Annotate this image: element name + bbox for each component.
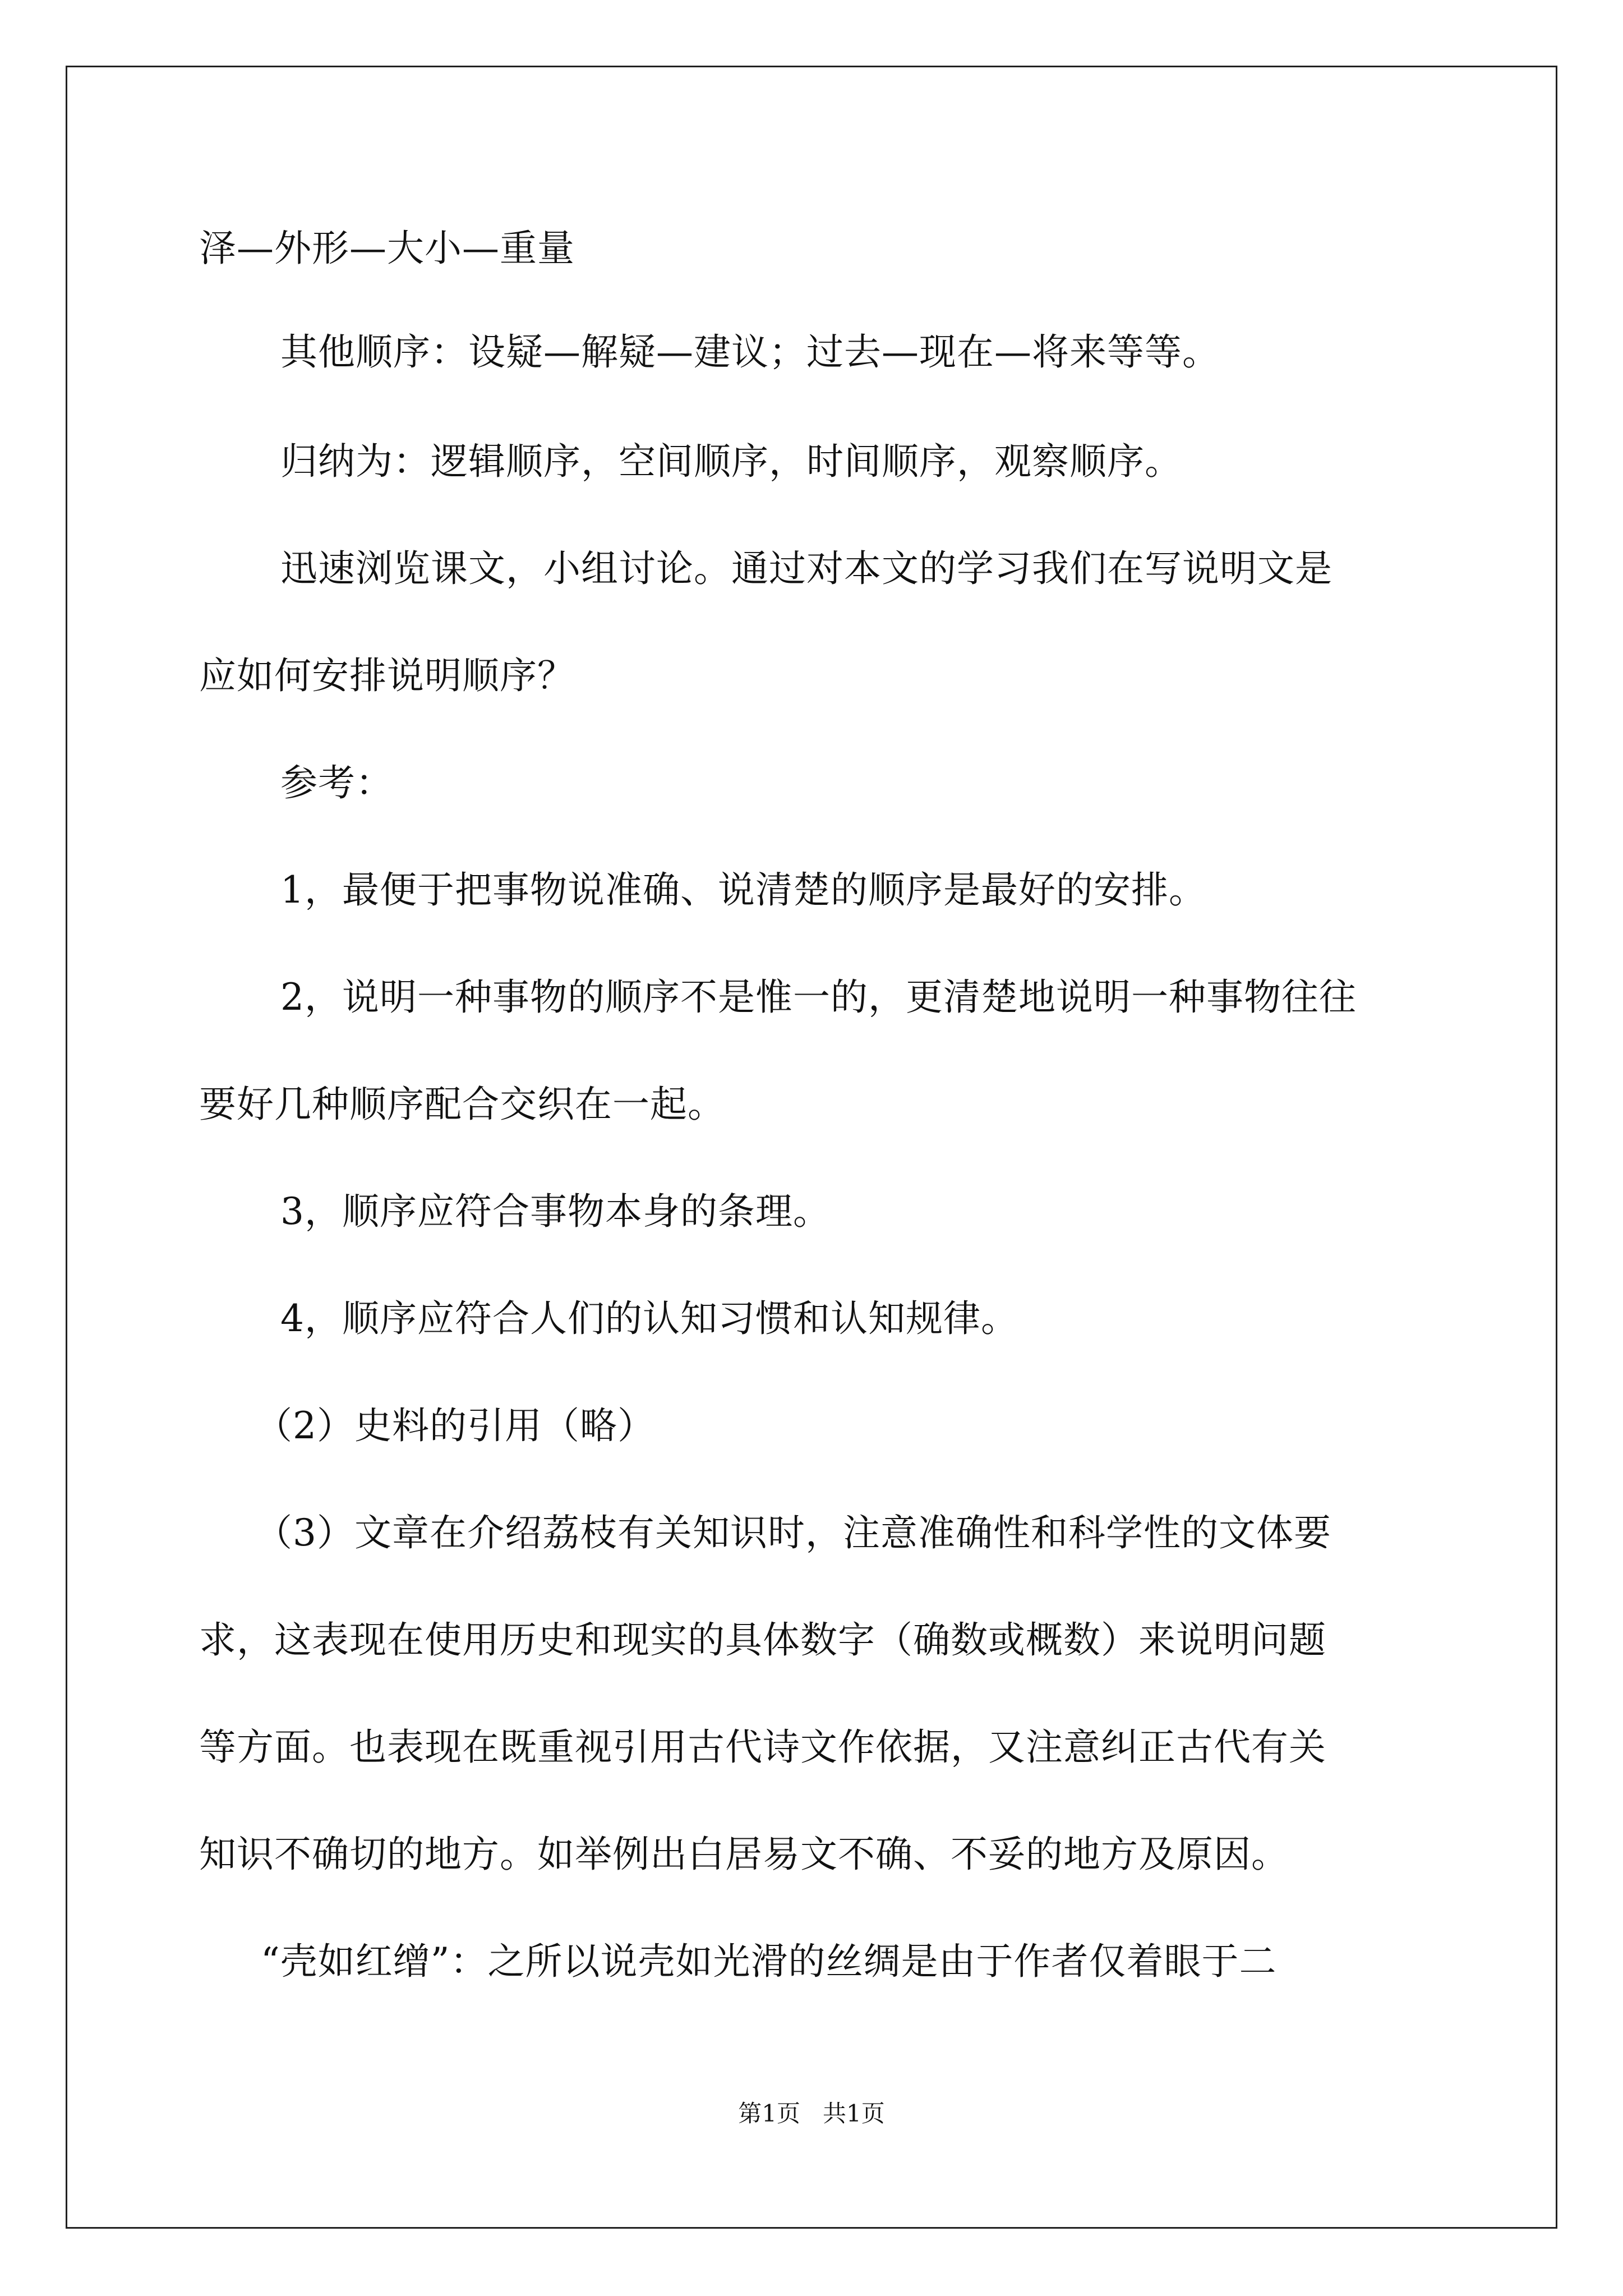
text-line: （2）史料的引用（略） bbox=[255, 1404, 655, 1447]
text-line: 求，这表现在使用历史和现实的具体数字（确数或概数）来说明问题 bbox=[199, 1618, 1326, 1662]
text-line: 等方面。也表现在既重视引用古代诗文作依据，又注意纠正古代有关 bbox=[199, 1726, 1326, 1769]
text-line: 要好几种顺序配合交织在一起。 bbox=[199, 1083, 725, 1126]
text-line: 应如何安排说明顺序？ bbox=[199, 654, 575, 697]
text-line: 1，最便于把事物说准确、说清楚的顺序是最好的安排。 bbox=[280, 868, 1206, 912]
text-line: 迅速浏览课文，小组讨论。通过对本文的学习我们在写说明文是 bbox=[280, 547, 1332, 590]
text-line: 4，顺序应符合人们的认知习惯和认知规律。 bbox=[280, 1297, 1018, 1340]
page-border bbox=[66, 66, 1557, 2229]
text-line: 知识不确切的地方。如举例出白居易文不确、不妥的地方及原因。 bbox=[199, 1833, 1289, 1876]
text-line: “壳如红缯”：之所以说壳如光滑的丝绸是由于作者仅着眼于二 bbox=[261, 1940, 1277, 1983]
page-number-footer: 第1页 共1页 bbox=[738, 2100, 885, 2127]
text-line: 其他顺序：设疑—解疑—建议；过去—现在—将来等等。 bbox=[280, 330, 1220, 374]
text-line: 泽—外形—大小—重量 bbox=[199, 227, 575, 270]
text-line: 2，说明一种事物的顺序不是惟一的，更清楚地说明一种事物往往 bbox=[280, 976, 1357, 1019]
text-line: （3）文章在介绍荔枝有关知识时，注意准确性和科学性的文体要 bbox=[255, 1511, 1331, 1554]
text-line: 参考： bbox=[280, 761, 393, 804]
text-line: 归纳为：逻辑顺序，空间顺序，时间顺序，观察顺序。 bbox=[280, 440, 1182, 483]
text-line: 3，顺序应符合事物本身的条理。 bbox=[280, 1190, 831, 1233]
